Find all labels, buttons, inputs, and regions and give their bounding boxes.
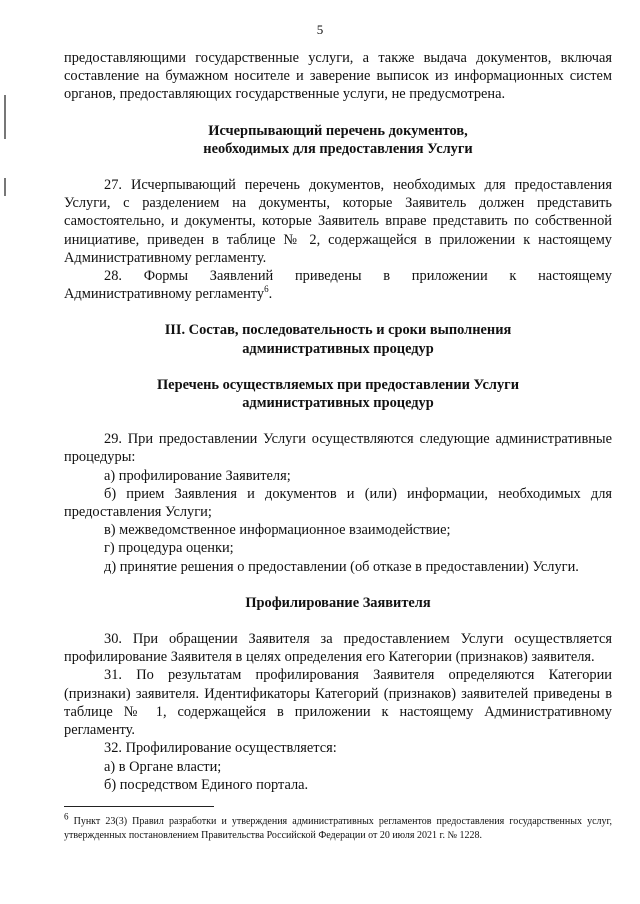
margin-bar [4, 95, 6, 139]
heading-line: Исчерпывающий перечень документов, [208, 122, 468, 139]
document-body [64, 49, 612, 794]
section-heading-profiling: Профилирование Заявителя [245, 594, 431, 611]
list-item: б) посредством Единого портала. [104, 776, 309, 793]
paragraph-29: 29. При предоставлении Услуги осуществляются следующие административные процедуры: [64, 431, 612, 466]
footnote [64, 811, 612, 843]
page-number: 5 [316, 22, 324, 37]
list-item: а) в Органе власти; [104, 758, 222, 775]
paragraph-27: 27. Исчерпывающий перечень документов, необходимых для предоставления Услуги, с разделением на документы, которые Заявитель должен представить самостоятельно, и документы, которые Заявитель вправе представить по собственной инициативе, приведен в таблице № 2, содержащейся в приложении к настоящему Административному регламенту. [64, 177, 612, 266]
list-item: б) прием Заявления и документов и (или) информации, необходимых для предоставления Услуги; [64, 485, 612, 521]
heading-line: Перечень осуществляемых при предоставлении Услуги [156, 376, 519, 393]
list-item: г) процедура оценки; [104, 540, 234, 557]
footnote-text: Пункт 23(3) Правил разработки и утверждения административных регламентов предоставления государственных услуг, утвержденных постановлением Правительства Российской Федерации от 20 июля 2021 г. № 1228. [64, 816, 612, 841]
list-item: д) принятие решения о предоставлении (об отказе в предоставлении) Услуги. [104, 558, 579, 575]
heading-line: III. Состав, последовательность и сроки выполнения [164, 322, 512, 339]
section-heading-documents [64, 122, 612, 158]
paragraph-30: 30. При обращении Заявителя за предоставлением Услуги осуществляется профилирование Заявителя в целях определения его Категории (признаков) заявителя. [64, 631, 612, 666]
paragraph-31: 31. По результатам профилирования Заявителя определяются Категории (признаки) заявителя. Идентификаторы Категорий (признаков) заявителей приведены в таблице № 1, содержащейся в приложении к настоящему Административному регламенту. [64, 667, 612, 739]
heading-line: административных процедур [242, 340, 434, 357]
paragraph-28 [64, 267, 612, 303]
list-item: а) профилирование Заявителя; [104, 467, 291, 484]
footnote-ref: 6 [264, 284, 269, 295]
footnote-mark: 6 [64, 811, 69, 822]
section-heading-procedures [64, 376, 612, 412]
margin-bar [4, 178, 6, 196]
chapter-heading [64, 321, 612, 357]
list-item: в) межведомственное информационное взаимодействие; [104, 522, 451, 539]
paragraph-32: 32. Профилирование осуществляется: [104, 740, 337, 757]
intro-paragraph: предоставляющими государственные услуги, а также выдача документов, включая составление на бумажном носителе и заверение выписок из информационных систем органов, предоставляющих государственные услуги, не предусмотрена. [64, 50, 612, 103]
heading-line: административных процедур [242, 395, 434, 412]
paragraph-28-text: 28. Формы Заявлений приведены в приложении к настоящему Административному регламенту [64, 268, 612, 303]
heading-line: необходимых для предоставления Услуги [203, 140, 473, 157]
footnote-divider [64, 806, 214, 807]
paragraph-28-end: . [268, 286, 273, 303]
